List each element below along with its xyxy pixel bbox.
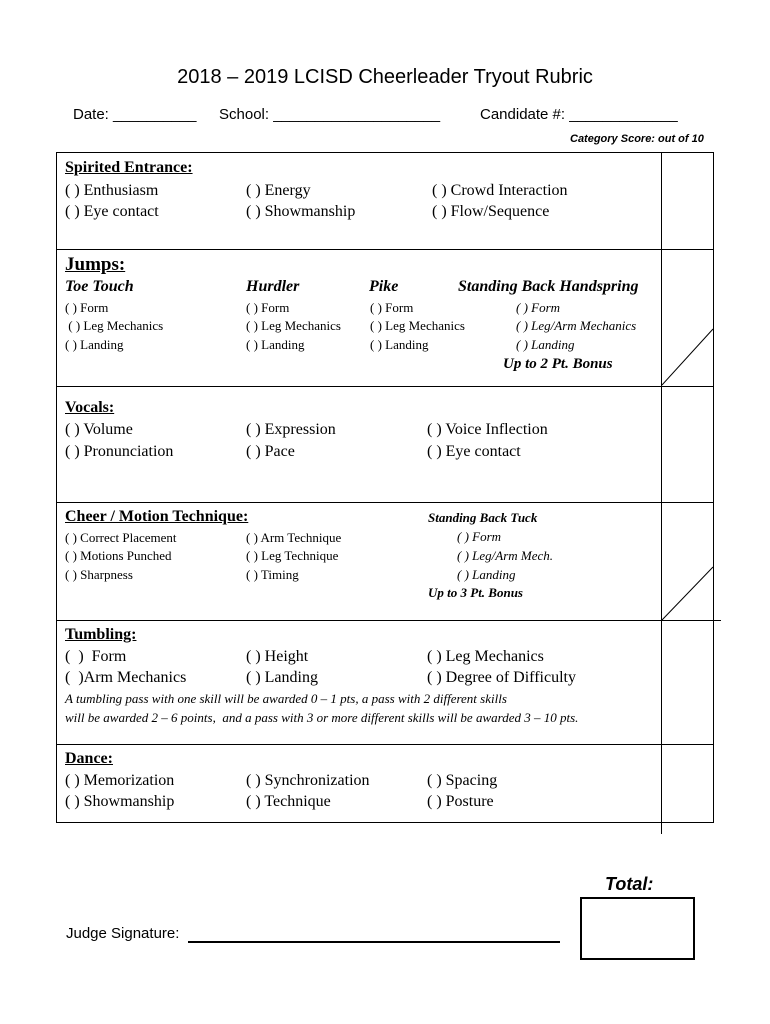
checkbox-posture[interactable]: ( ) Posture bbox=[427, 793, 494, 810]
table-bottom-border bbox=[56, 822, 714, 823]
table-left-border bbox=[56, 152, 57, 823]
checkbox-pike-landing[interactable]: ( ) Landing bbox=[370, 337, 429, 352]
checkbox-toe-touch-form[interactable]: ( ) Form bbox=[65, 300, 109, 315]
checkbox-leg-technique[interactable]: ( ) Leg Technique bbox=[246, 548, 339, 563]
section-title-tumbling: Tumbling: bbox=[65, 626, 137, 643]
checkbox-hurdler-leg-mechanics[interactable]: ( ) Leg Mechanics bbox=[246, 318, 341, 333]
checkbox-showmanship[interactable]: ( ) Showmanship bbox=[246, 203, 356, 220]
checkbox-flow-sequence[interactable]: ( ) Flow/Sequence bbox=[432, 203, 550, 220]
checkbox-handspring-form[interactable]: ( ) Form bbox=[516, 300, 561, 315]
checkbox-degree-of-difficulty[interactable]: ( ) Degree of Difficulty bbox=[427, 669, 576, 686]
cheer-bonus-slash bbox=[661, 566, 714, 621]
checkbox-vocals-eye-contact[interactable]: ( ) Eye contact bbox=[427, 443, 521, 460]
checkbox-hurdler-landing[interactable]: ( ) Landing bbox=[246, 337, 305, 352]
checkbox-toe-touch-landing[interactable]: ( ) Landing bbox=[65, 337, 124, 352]
checkbox-pronunciation[interactable]: ( ) Pronunciation bbox=[65, 443, 174, 460]
checkbox-height[interactable]: ( ) Height bbox=[246, 648, 309, 665]
section-title-cheer-motion: Cheer / Motion Technique: bbox=[65, 508, 249, 525]
checkbox-motions-punched[interactable]: ( ) Motions Punched bbox=[65, 548, 172, 563]
checkbox-pike-leg-mechanics[interactable]: ( ) Leg Mechanics bbox=[370, 318, 465, 333]
checkbox-energy[interactable]: ( ) Energy bbox=[246, 182, 311, 199]
page-title: 2018 – 2019 LCISD Cheerleader Tryout Rubric bbox=[177, 66, 593, 88]
jumps-subhead-toe-touch: Toe Touch bbox=[65, 278, 134, 295]
checkbox-crowd-interaction[interactable]: ( ) Crowd Interaction bbox=[432, 182, 568, 199]
checkbox-tuck-form[interactable]: ( ) Form bbox=[457, 529, 502, 544]
checkbox-volume[interactable]: ( ) Volume bbox=[65, 421, 133, 438]
jumps-bonus-slash bbox=[661, 328, 714, 386]
checkbox-tuck-leg-arm-mech[interactable]: ( ) Leg/Arm Mech. bbox=[457, 548, 554, 563]
jumps-subhead-pike: Pike bbox=[369, 278, 399, 295]
total-label: Total: bbox=[605, 874, 654, 894]
jumps-bonus-label: Up to 2 Pt. Bonus bbox=[503, 356, 613, 372]
row-divider bbox=[56, 386, 714, 387]
checkbox-pace[interactable]: ( ) Pace bbox=[246, 443, 295, 460]
jumps-subhead-handspring: Standing Back Handspring bbox=[458, 278, 639, 295]
row-divider bbox=[56, 502, 714, 503]
checkbox-hurdler-form[interactable]: ( ) Form bbox=[246, 300, 290, 315]
score-column-divider bbox=[661, 152, 662, 834]
checkbox-sharpness[interactable]: ( ) Sharpness bbox=[65, 567, 133, 582]
standing-back-tuck-title: Standing Back Tuck bbox=[428, 510, 538, 525]
section-title-spirited-entrance: Spirited Entrance: bbox=[65, 159, 193, 176]
jumps-subhead-hurdler: Hurdler bbox=[246, 278, 300, 295]
checkbox-arm-mechanics[interactable]: ( )Arm Mechanics bbox=[65, 669, 187, 686]
row-divider bbox=[56, 744, 714, 745]
section-title-jumps: Jumps: bbox=[65, 254, 126, 275]
checkbox-pike-form[interactable]: ( ) Form bbox=[370, 300, 414, 315]
checkbox-technique[interactable]: ( ) Technique bbox=[246, 793, 331, 810]
checkbox-synchronization[interactable]: ( ) Synchronization bbox=[246, 772, 370, 789]
cheer-bonus-label: Up to 3 Pt. Bonus bbox=[428, 585, 523, 600]
tumbling-scoring-note: A tumbling pass with one skill will be awarded 0 – 1 pts, a pass with 2 different skills bbox=[65, 691, 507, 706]
checkbox-correct-placement[interactable]: ( ) Correct Placement bbox=[65, 530, 177, 545]
checkbox-enthusiasm[interactable]: ( ) Enthusiasm bbox=[65, 182, 159, 199]
table-right-border bbox=[713, 152, 714, 823]
candidate-field[interactable]: Candidate #: _____________ bbox=[480, 106, 678, 123]
checkbox-arm-technique[interactable]: ( ) Arm Technique bbox=[246, 530, 342, 545]
total-score-box[interactable] bbox=[580, 897, 695, 960]
judge-signature-line[interactable] bbox=[188, 941, 560, 943]
row-divider bbox=[56, 249, 714, 250]
checkbox-tuck-landing[interactable]: ( ) Landing bbox=[457, 567, 516, 582]
category-score-label: Category Score: out of 10 bbox=[570, 133, 704, 145]
tumbling-scoring-note: will be awarded 2 – 6 points, and a pass with 3 or more different skills will be awarded 3 – 10 pts. bbox=[65, 710, 579, 725]
school-field[interactable]: School: ____________________ bbox=[219, 106, 441, 123]
checkbox-handspring-landing[interactable]: ( ) Landing bbox=[516, 337, 575, 352]
section-title-dance: Dance: bbox=[65, 750, 113, 767]
section-title-vocals: Vocals: bbox=[65, 399, 115, 416]
checkbox-spacing[interactable]: ( ) Spacing bbox=[427, 772, 498, 789]
checkbox-dance-showmanship[interactable]: ( ) Showmanship bbox=[65, 793, 175, 810]
checkbox-tumbling-leg-mechanics[interactable]: ( ) Leg Mechanics bbox=[427, 648, 544, 665]
checkbox-timing[interactable]: ( ) Timing bbox=[246, 567, 299, 582]
checkbox-toe-touch-leg-mechanics[interactable]: ( ) Leg Mechanics bbox=[65, 318, 164, 333]
row-divider bbox=[56, 620, 721, 621]
checkbox-memorization[interactable]: ( ) Memorization bbox=[65, 772, 175, 789]
checkbox-eye-contact[interactable]: ( ) Eye contact bbox=[65, 203, 159, 220]
checkbox-voice-inflection[interactable]: ( ) Voice Inflection bbox=[427, 421, 548, 438]
judge-signature-label: Judge Signature: bbox=[66, 925, 180, 942]
checkbox-expression[interactable]: ( ) Expression bbox=[246, 421, 336, 438]
checkbox-tumbling-form[interactable]: ( ) Form bbox=[65, 648, 127, 665]
date-field[interactable]: Date: __________ bbox=[73, 106, 197, 123]
table-top-border bbox=[56, 152, 714, 153]
checkbox-tumbling-landing[interactable]: ( ) Landing bbox=[246, 669, 318, 686]
checkbox-handspring-leg-arm-mechanics[interactable]: ( ) Leg/Arm Mechanics bbox=[516, 318, 637, 333]
